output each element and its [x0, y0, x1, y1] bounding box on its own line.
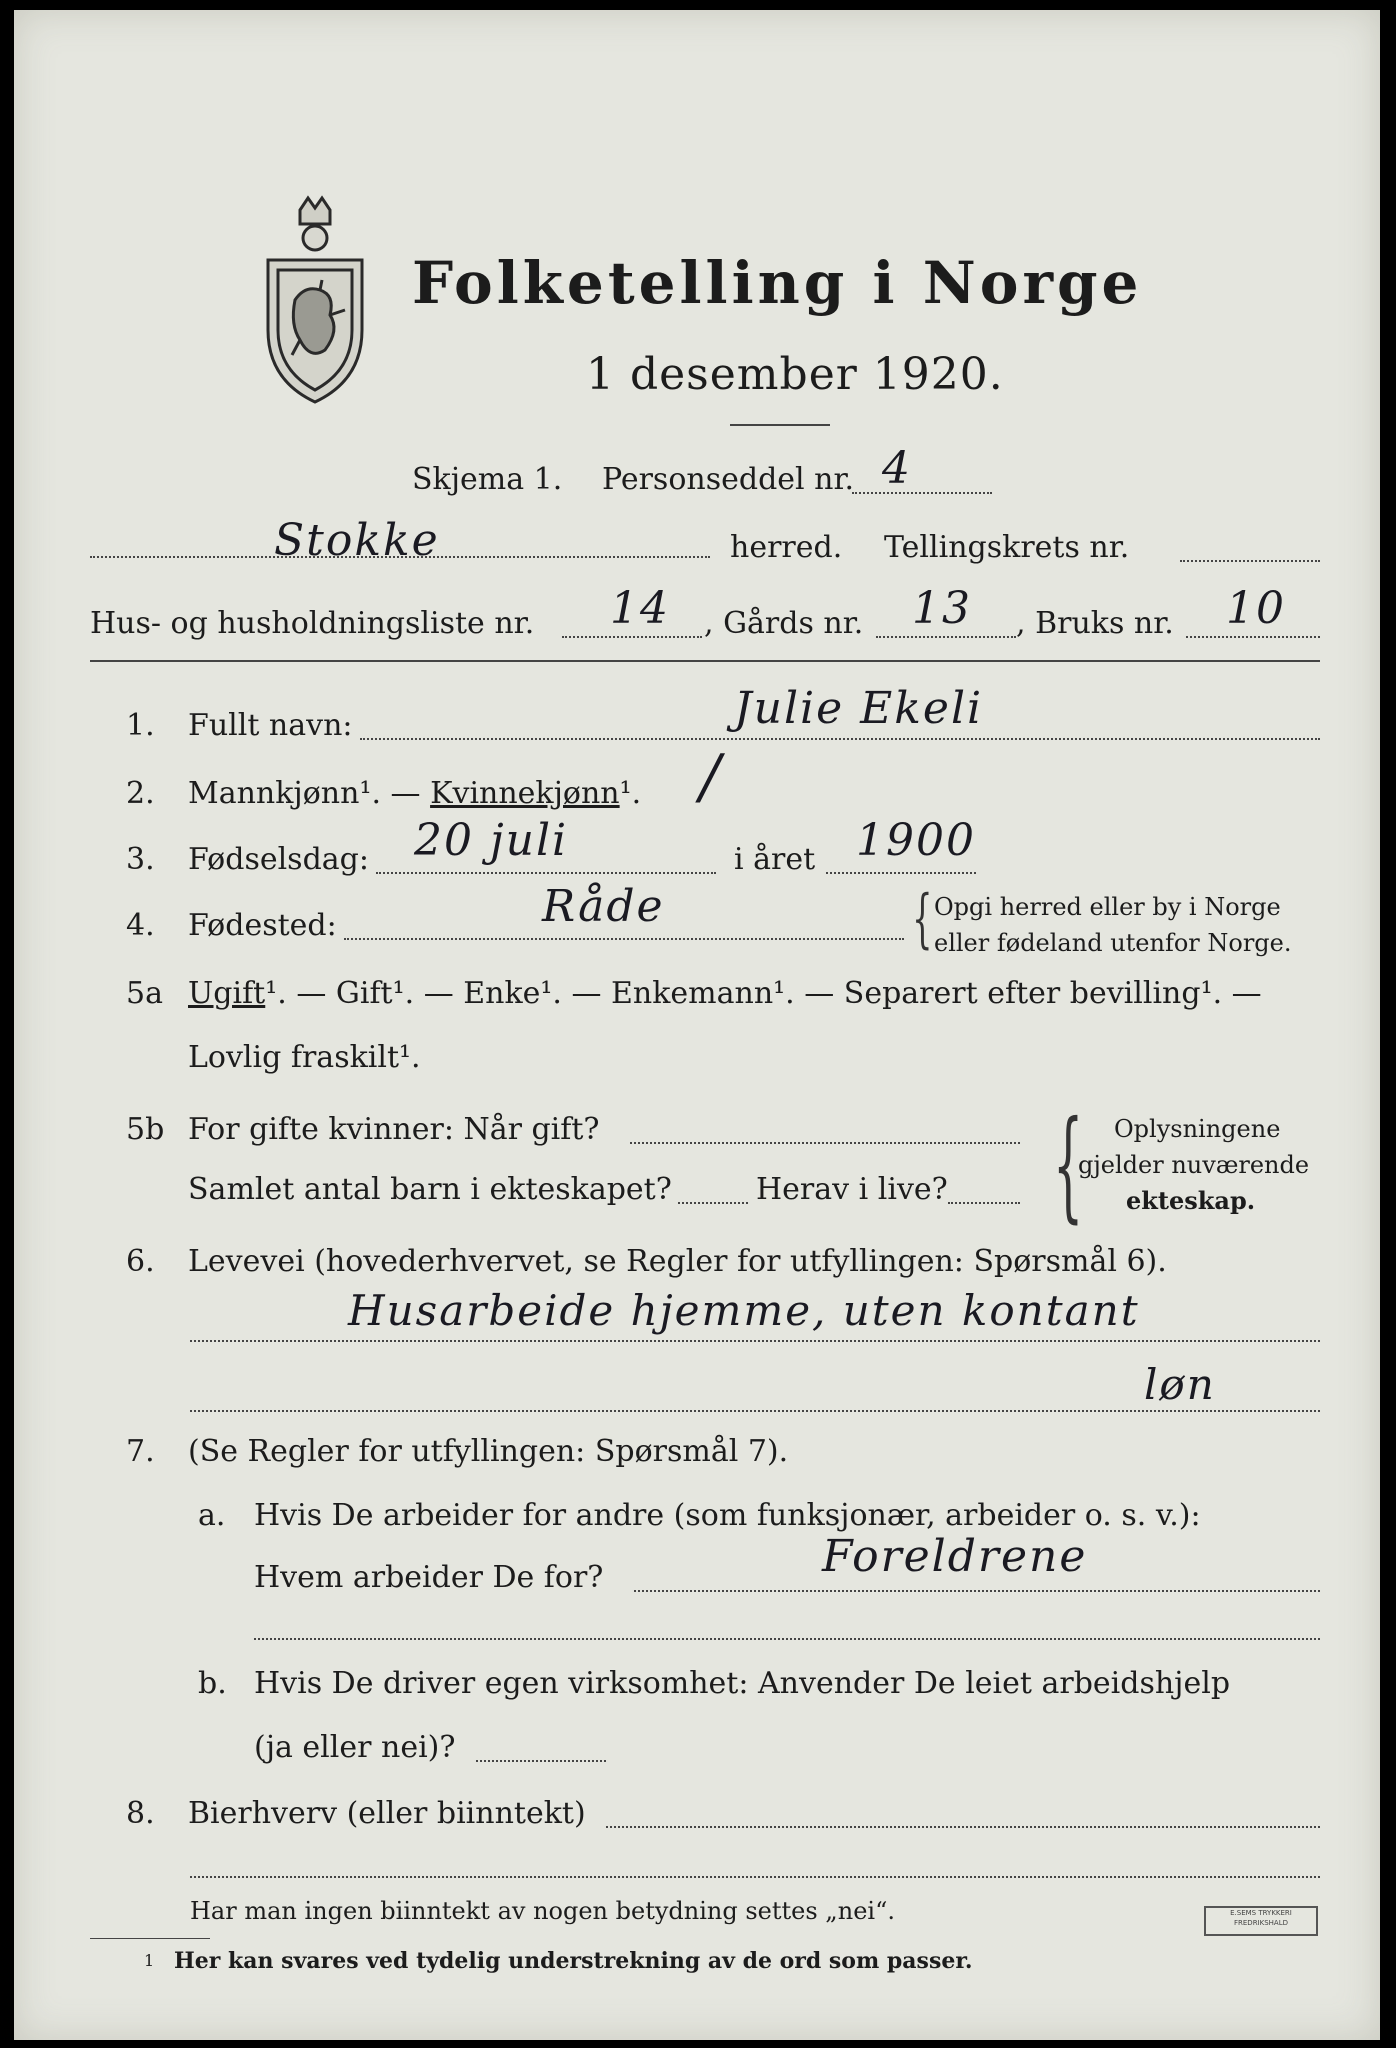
hus-label: Hus- og husholdningsliste nr.	[90, 606, 535, 641]
q5a-other-options: ¹. — Gift¹. — Enke¹. — Enkemann¹. — Separert efter bevilling¹. —	[265, 976, 1262, 1011]
personseddel-dots	[852, 492, 992, 494]
q8-number: 8.	[126, 1796, 155, 1831]
q7-number: 7.	[126, 1434, 155, 1469]
q7b-dots	[476, 1760, 606, 1762]
census-form-sheet	[14, 10, 1380, 2040]
q8-note: Har man ingen biinntekt av nogen betydning settes „nei“.	[190, 1897, 895, 1925]
q8-dots-1	[606, 1826, 1320, 1828]
q5b-number: 5b	[126, 1112, 165, 1147]
q2-mark: /	[700, 742, 723, 812]
gards-value: 13	[912, 583, 972, 634]
hus-value: 14	[610, 583, 670, 634]
q2-options	[188, 776, 641, 812]
q3-label: Fødselsdag:	[188, 842, 369, 877]
q3-year-dots	[826, 872, 976, 874]
printer-stamp-line1: E.SEMS TRYKKERI	[1230, 1909, 1292, 1917]
q5b-line2-b-dots	[948, 1202, 1020, 1204]
q6-number: 6.	[126, 1244, 155, 1279]
q7-label: (Se Regler for utfyllingen: Spørsmål 7).	[188, 1434, 789, 1469]
q4-note-brace: {	[912, 882, 933, 956]
q3-birthday-value: 20 juli	[414, 815, 569, 866]
q5b-line2-a: Samlet antal barn i ekteskapet?	[188, 1172, 672, 1207]
q7a-letter: a.	[198, 1498, 226, 1533]
q5a-ugift-option: Ugift	[188, 976, 266, 1011]
tellingskrets-label: Tellingskrets nr.	[884, 530, 1130, 565]
q3-dots	[376, 872, 716, 874]
q5a-number: 5a	[126, 976, 163, 1011]
q5b-note-line2: gjelder nuværende	[1078, 1151, 1310, 1179]
herred-label: herred.	[730, 530, 843, 565]
q4-number: 4.	[126, 908, 155, 943]
q3-year-label: i året	[734, 842, 816, 877]
q4-label: Fødested:	[188, 908, 337, 943]
q5b-dots	[630, 1142, 1020, 1144]
q7a-label: Hvis De arbeider for andre (som funksjonær, arbeider o. s. v.):	[254, 1498, 1201, 1533]
q1-number: 1.	[126, 708, 155, 743]
footnote-text: Her kan svares ved tydelig understrekning av de ord som passer.	[174, 1948, 973, 1974]
q5b-line2-a-dots	[678, 1202, 748, 1204]
q4-note-line2: eller fødeland utenfor Norge.	[934, 929, 1292, 957]
q7b-letter: b.	[198, 1666, 227, 1701]
q1-dots	[360, 738, 1320, 740]
q4-birthplace-value: Råde	[542, 881, 665, 932]
personseddel-label: Personseddel nr.	[602, 462, 855, 497]
q2-male-option: Mannkjønn	[188, 776, 360, 811]
tellingskrets-dots	[1180, 560, 1320, 562]
coat-of-arms-icon	[250, 190, 380, 410]
q6-dots-1	[190, 1340, 1320, 1342]
footnote-mark: 1	[144, 1951, 155, 1970]
herred-dots	[90, 556, 710, 558]
q7a-label2: Hvem arbeider De for?	[254, 1560, 604, 1595]
q3-number: 3.	[126, 842, 155, 877]
census-date: 1 desember 1920.	[586, 349, 1004, 400]
q4-dots	[344, 938, 904, 940]
q6-occupation-value-1: Husarbeide hjemme, uten kontant	[348, 1286, 1140, 1335]
q8-dots-2	[190, 1876, 1320, 1878]
q3-year-value: 1900	[856, 815, 976, 866]
q2-end: ¹.	[619, 776, 642, 811]
bruks-label: , Bruks nr.	[1016, 606, 1174, 641]
schema-label: Skjema 1.	[412, 462, 563, 497]
form-title: Folketelling i Norge	[412, 249, 1143, 317]
printer-stamp-line2: FREDRIKSHALD	[1233, 1919, 1288, 1927]
q6-dots-2	[190, 1410, 1320, 1412]
q7a-dots-1	[634, 1590, 1320, 1592]
bruks-dots	[1186, 636, 1320, 638]
q6-label: Levevei (hovederhvervet, se Regler for utfyllingen: Spørsmål 6).	[188, 1244, 1167, 1279]
q7b-label2: (ja eller nei)?	[254, 1730, 456, 1765]
q7b-label: Hvis De driver egen virksomhet: Anvender De leiet arbeidshjelp	[254, 1666, 1231, 1701]
q5b-note-line3: ekteskap.	[1126, 1186, 1256, 1215]
q5b-note-brace: {	[1052, 1096, 1084, 1235]
q7a-employer-value: Foreldrene	[822, 1531, 1088, 1582]
q5b-label: For gifte kvinner: Når gift?	[188, 1112, 600, 1147]
q8-label: Bierhverv (eller biinntekt)	[188, 1796, 586, 1831]
q6-occupation-value-2: løn	[1144, 1360, 1216, 1409]
q4-note-line1: Opgi herred eller by i Norge	[934, 893, 1281, 921]
q2-separator: ¹. —	[359, 776, 431, 811]
q5a-options	[188, 976, 1262, 1012]
gards-label: , Gårds nr.	[704, 606, 864, 641]
personseddel-value: 4	[882, 443, 912, 494]
q2-female-option: Kvinnekjønn	[430, 776, 620, 811]
q1-full-name-value: Julie Ekeli	[734, 683, 984, 734]
q5b-line2-b: Herav i live?	[756, 1172, 948, 1207]
title-divider	[730, 424, 830, 426]
bruks-value: 10	[1226, 583, 1286, 634]
printer-stamp	[1204, 1906, 1318, 1936]
hus-dots	[562, 636, 702, 638]
herred-value: Stokke	[274, 515, 440, 566]
q2-number: 2.	[126, 776, 155, 811]
header-rule	[90, 660, 1320, 662]
footnote-rule	[90, 1938, 210, 1939]
q5b-note-line1: Oplysningene	[1114, 1115, 1281, 1143]
q7a-dots-2	[254, 1638, 1320, 1640]
q1-label: Fullt navn:	[188, 708, 353, 743]
q5a-line2: Lovlig fraskilt¹.	[188, 1040, 421, 1075]
gards-dots	[876, 636, 1016, 638]
